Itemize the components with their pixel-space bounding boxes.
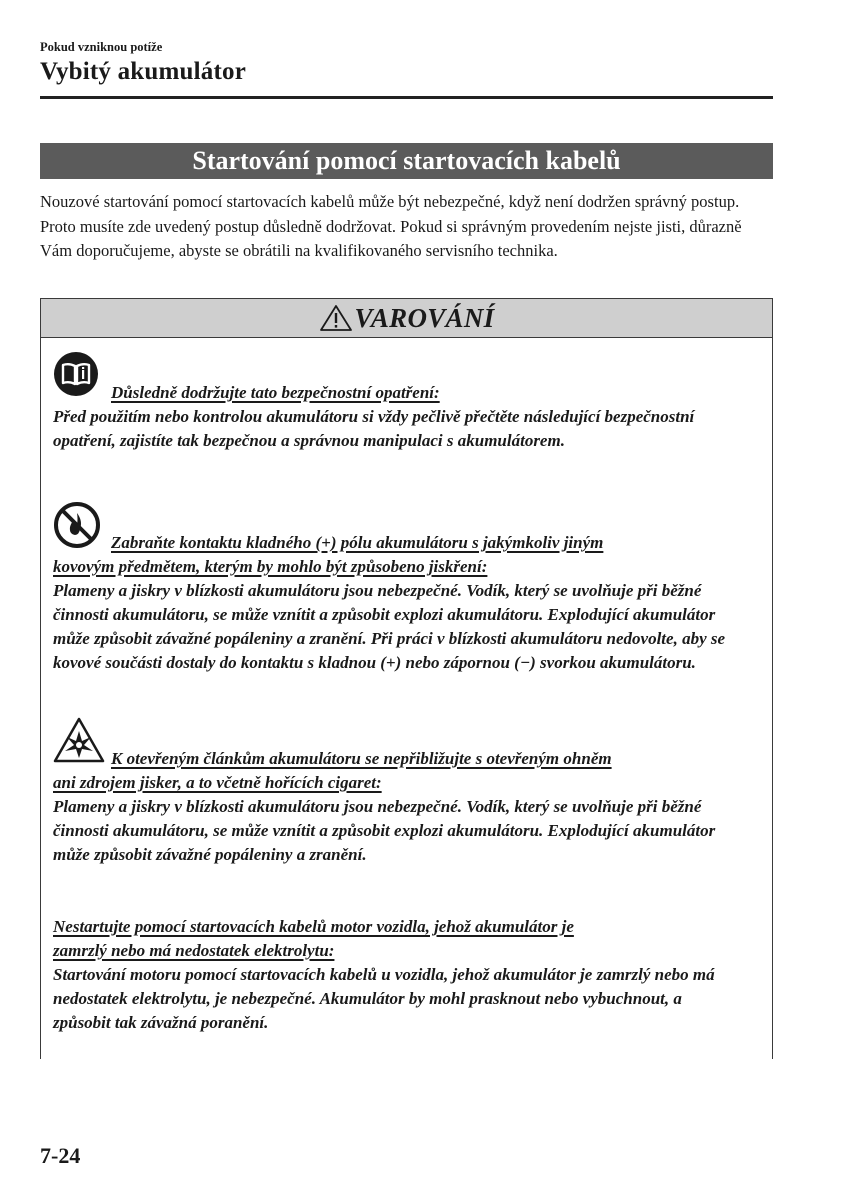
warning-item-heading: Nestartujte pomocí startovacích kabelů motor vozidla, jehož akumulátor je	[53, 917, 574, 936]
intro-paragraph: Nouzové startování pomocí startovacích kabelů může být nebezpečné, když není dodržen správný postup. Proto musíte zde uvedený postup důsledně dodržovat. Pokud si správným provedením nejste jisti, důrazně Vám doporučujeme, abyste se obrátili na kvalifikovaného servisního technika.	[40, 192, 742, 260]
warning-item-heading: Zabraňte kontaktu kladného (+) pólu akumulátoru s jakýmkoliv jiným	[111, 533, 604, 552]
read-manual-icon	[53, 351, 99, 397]
topic-title: Startování pomocí startovacích kabelů	[192, 146, 621, 175]
warning-item-heading-continued: zamrzlý nebo má nedostatek elektrolytu:	[53, 941, 335, 960]
warning-triangle-icon	[319, 304, 353, 332]
topic-title-bar	[40, 143, 773, 179]
warning-item-heading-continued: kovovým předmětem, kterým by mohlo být způsobeno jiskření:	[53, 557, 488, 576]
chapter-title: Vybitý akumulátor	[40, 58, 246, 85]
warning-item	[53, 915, 743, 1035]
explosion-warning-icon	[53, 717, 105, 763]
warning-item-heading: Důsledně dodržujte tato bezpečnostní opatření:	[111, 383, 440, 402]
warning-item-heading-continued: ani zdrojem jisker, a to včetně hořících cigaret:	[53, 773, 382, 792]
warning-item-body: Plameny a jiskry v blízkosti akumulátoru jsou nebezpečné. Vodík, který se uvolňuje při běžné činnosti akumulátoru, se může vznítit a způsobit explozi akumulátoru. Explodující akumulátor může způsobit závažné popáleniny a zranění. Při práci v blízkosti akumulátoru nedovolte, aby se kovové součásti dostaly do kontaktu s kladnou (+) nebo zápornou (−) svorkou akumulátoru.	[53, 581, 726, 672]
warning-box	[40, 298, 773, 1059]
warning-item-body: Startování motoru pomocí startovacích kabelů u vozidla, jehož akumulátor je zamrzlý nebo má nedostatek elektrolytu, je nebezpečné. Akumulátor by mohl prasknout nebo vybuchnout, a způsobit tak závažná poranění.	[53, 965, 715, 1032]
warning-header	[41, 299, 772, 338]
warning-item	[53, 717, 743, 867]
warning-title: VAROVÁNÍ	[354, 302, 495, 333]
warning-item-body: Před použitím nebo kontrolou akumulátoru si vždy pečlivě přečtěte následující bezpečnostní opatření, zajistíte tak bezpečnou a správnou manipulaci s akumulátorem.	[53, 407, 695, 450]
page-number: 7-24	[40, 1143, 81, 1168]
warning-item-heading: K otevřeným článkům akumulátoru se nepřibližujte s otevřeným ohněm	[111, 749, 612, 768]
no-fire-icon	[53, 501, 101, 549]
warning-item-body: Plameny a jiskry v blízkosti akumulátoru jsou nebezpečné. Vodík, který se uvolňuje při běžné činnosti akumulátoru, se může vznítit a způsobit explozi akumulátoru. Explodující akumulátor může způsobit závažné popáleniny a zranění.	[53, 797, 716, 864]
warning-item	[53, 501, 743, 675]
section-label: Pokud vzniknou potíže	[40, 40, 163, 54]
warning-item	[53, 351, 743, 453]
chapter-divider	[40, 96, 773, 99]
